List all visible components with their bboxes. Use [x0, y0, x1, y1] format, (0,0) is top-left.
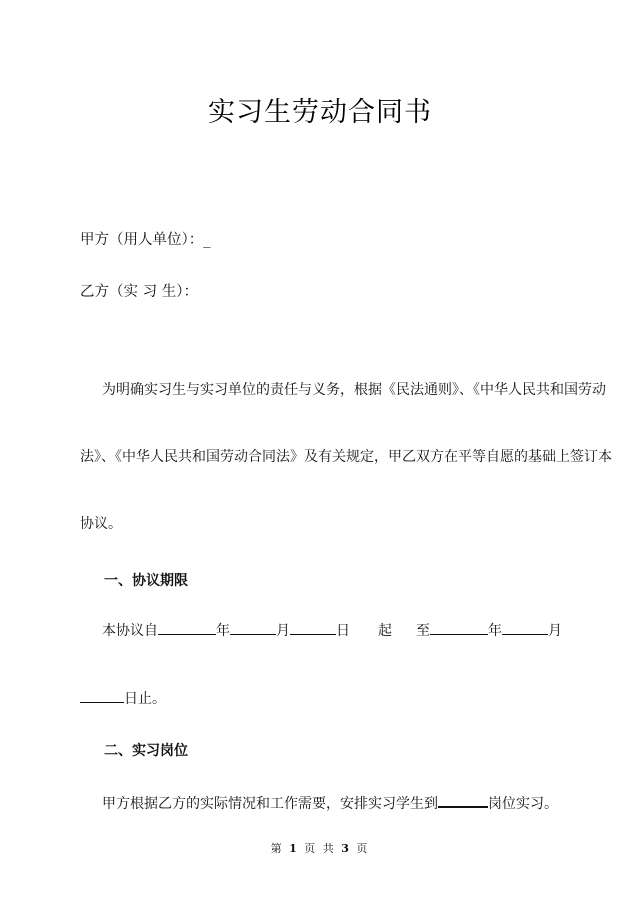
start-month-blank[interactable]: [230, 620, 276, 635]
intro-line-2: 法》、《中华人民共和国劳动合同法》及有关规定，甲乙双方在平等自愿的基础上签订本: [80, 449, 612, 465]
term-end-line: [80, 688, 166, 708]
intro-line-3: 协议。: [80, 516, 122, 532]
party-a-line: 甲方（用人单位）：_: [80, 232, 211, 248]
document-title: 实习生劳动合同书: [208, 97, 432, 128]
end-day-blank[interactable]: [80, 688, 124, 703]
page-footer: [0, 840, 640, 856]
post-text-after: 岗位实习。: [488, 796, 558, 812]
term-month-label: 月: [276, 623, 290, 639]
term-prefix: 本协议自: [102, 623, 158, 639]
end-year-blank[interactable]: [430, 620, 488, 635]
footer-page-suffix: 页: [356, 842, 370, 855]
footer-page-mid: 页 共: [304, 842, 336, 855]
term-from-label: 起: [378, 623, 392, 639]
end-month-blank[interactable]: [502, 620, 548, 635]
term-year2-label: 年: [488, 623, 502, 639]
footer-page-current: 1: [289, 842, 299, 855]
term-day-label: 日: [336, 623, 350, 639]
term-to-label: 至: [416, 623, 430, 639]
start-day-blank[interactable]: [290, 620, 336, 635]
section-1-heading: 一、协议期限: [104, 573, 188, 589]
intro-line-1: 为明确实习生与实习单位的责任与义务，根据《民法通则》、《中华人民共和国劳动: [102, 382, 606, 398]
term-end-label: 日止。: [124, 691, 166, 707]
start-year-blank[interactable]: [158, 620, 216, 635]
section-2-heading: 二、实习岗位: [104, 743, 188, 759]
footer-page-label: 第: [270, 842, 284, 855]
post-blank[interactable]: [438, 792, 488, 808]
footer-page-total: 3: [341, 842, 351, 855]
term-month2-label: 月: [548, 623, 562, 639]
post-line: [102, 792, 558, 813]
intro-paragraph: [80, 380, 612, 584]
term-line: [102, 620, 562, 640]
term-year-label: 年: [216, 623, 230, 639]
party-b-line: 乙方（实 习 生）：: [80, 284, 198, 300]
post-text-before: 甲方根据乙方的实际情况和工作需要，安排实习学生到: [102, 796, 438, 812]
